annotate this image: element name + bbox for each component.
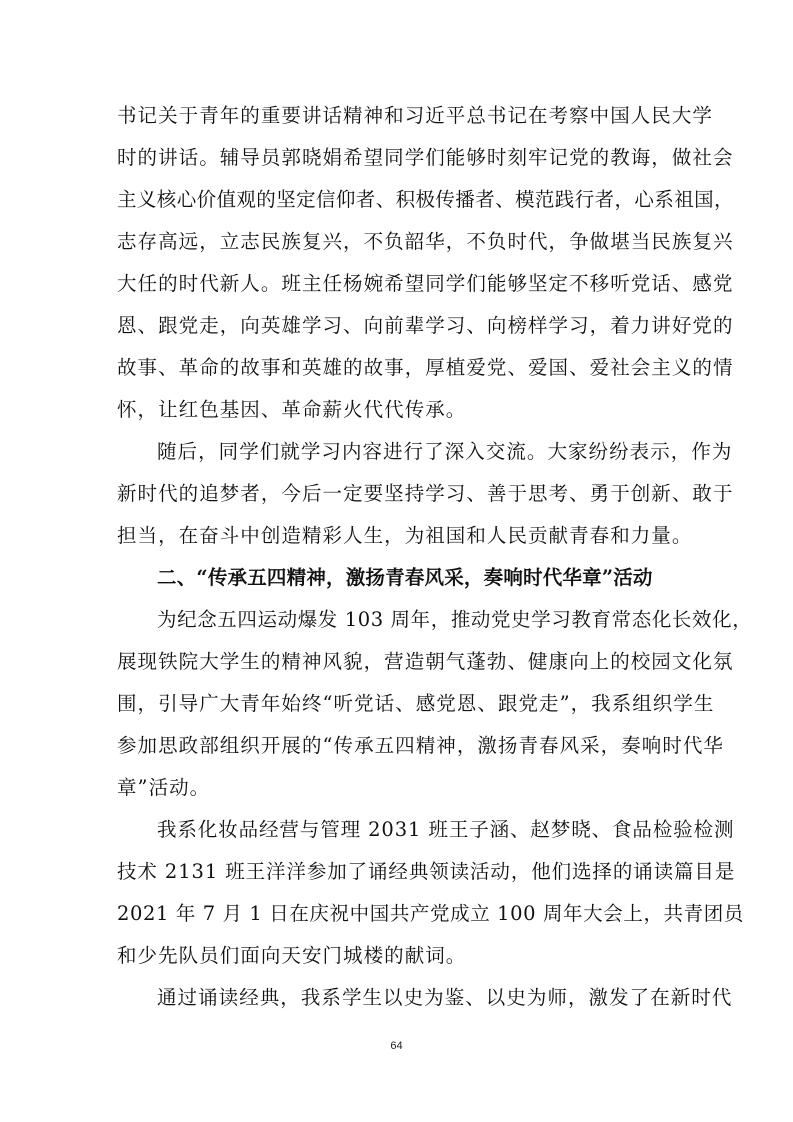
text-line: 怀，让红色基因、革命薪火代代传承。 [117,398,467,421]
text-line: 大任的时代新人。班主任杨婉希望同学们能够坚定不移听党话、感党 [117,272,734,295]
text-line: 参加思政部组织开展的“传承五四精神，激扬青春风采，奏响时代华 [117,734,724,757]
text-line: 展现铁院大学生的精神风貌，营造朝气蓬勃、健康向上的校园文化氛 [117,650,734,673]
text-line: 志存高远，立志民族复兴，不负韶华，不负时代，争做堪当民族复兴 [117,230,734,253]
text-line: 主义核心价值观的坚定信仰者、积极传播者、模范践行者，心系祖国， [117,188,734,211]
text-line: 新时代的追梦者，今后一定要坚持学习、善于思考、勇于创新、敢于 [117,482,734,505]
text-line: 我系化妆品经营与管理 2031 班王子涵、赵梦晓、食品检验检测 [157,818,735,841]
text-line: 为纪念五四运动爆发 103 周年，推动党史学习教育常态化长效化， [157,608,753,631]
text-line: 通过诵读经典，我系学生以史为鉴、以史为师，激发了在新时代 [157,986,733,1009]
section-heading: 二、“传承五四精神，激扬青春风采，奏响时代华章”活动 [157,566,653,589]
text-line: 时的讲话。辅导员郭晓娟希望同学们能够时刻牢记党的教诲，做社会 [117,146,734,169]
text-line: 围，引导广大青年始终“听党话、感党恩、跟党走”，我系组织学生 [117,692,715,715]
text-line: 故事、革命的故事和英雄的故事，厚植爱党、爱国、爱社会主义的情 [117,356,734,379]
text-line: 担当，在奋斗中创造精彩人生，为祖国和人民贡献青春和力量。 [117,524,693,547]
text-line: 书记关于青年的重要讲话精神和习近平总书记在考察中国人民大学 [117,104,713,127]
text-line: 章”活动。 [117,776,211,799]
text-line: 和少先队员们面向天安门城楼的献词。 [117,944,467,967]
text-line: 随后，同学们就学习内容进行了深入交流。大家纷纷表示，作为 [157,440,733,463]
text-line: 2021 年 7 月 1 日在庆祝中国共产党成立 100 周年大会上，共青团员 [117,902,744,925]
text-line: 技术 2131 班王洋洋参加了诵经典领读活动，他们选择的诵读篇目是 [117,860,736,883]
page-number: 64 [390,1040,403,1052]
text-line: 恩、跟党走，向英雄学习、向前辈学习、向榜样学习，着力讲好党的 [117,314,734,337]
